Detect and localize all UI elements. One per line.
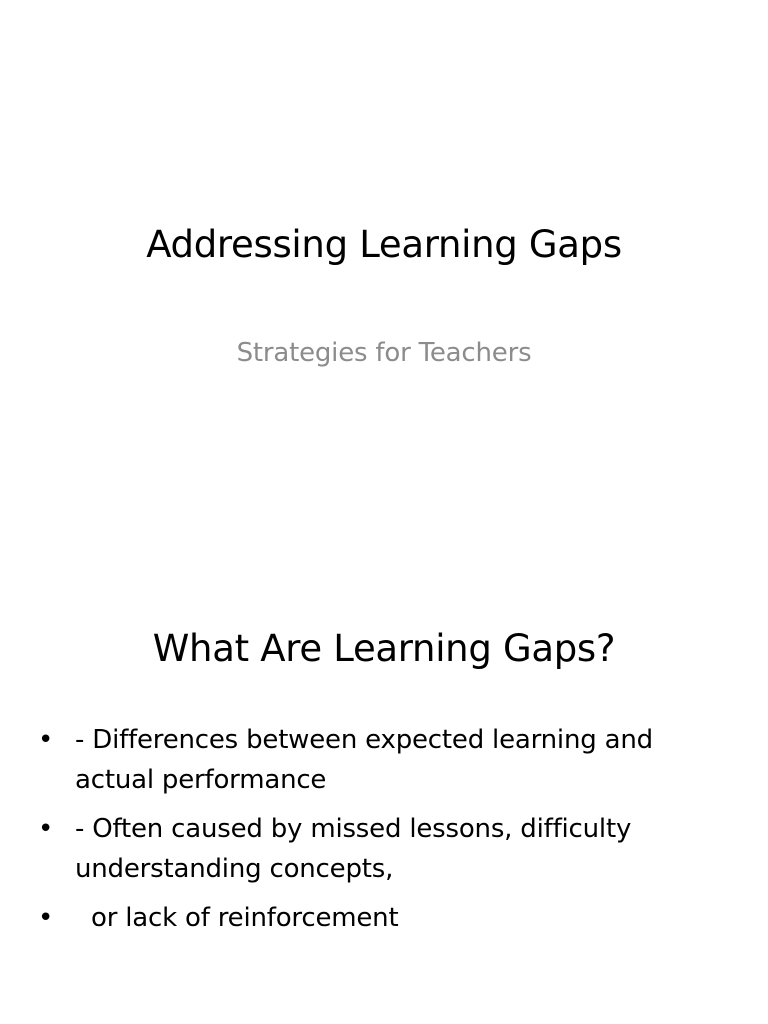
presentation-title: Addressing Learning Gaps xyxy=(146,223,622,266)
slide-heading: What Are Learning Gaps? xyxy=(152,627,616,670)
bullet-icon: • xyxy=(38,814,54,844)
bullet-item xyxy=(38,898,718,938)
bullet-item xyxy=(38,809,718,889)
bullet-text: or lack of reinforcement xyxy=(91,903,399,933)
bullet-text: - Often caused by missed lessons, difficulty understanding concepts, xyxy=(75,814,632,884)
bullet-list xyxy=(38,720,718,947)
bullet-item xyxy=(38,720,718,800)
bullet-text: - Differences between expected learning and actual performance xyxy=(75,725,653,795)
bullet-icon: • xyxy=(38,725,54,755)
presentation-subtitle: Strategies for Teachers xyxy=(236,338,532,368)
slide-what-are-learning-gaps xyxy=(0,576,768,1024)
bullet-icon: • xyxy=(38,903,54,933)
